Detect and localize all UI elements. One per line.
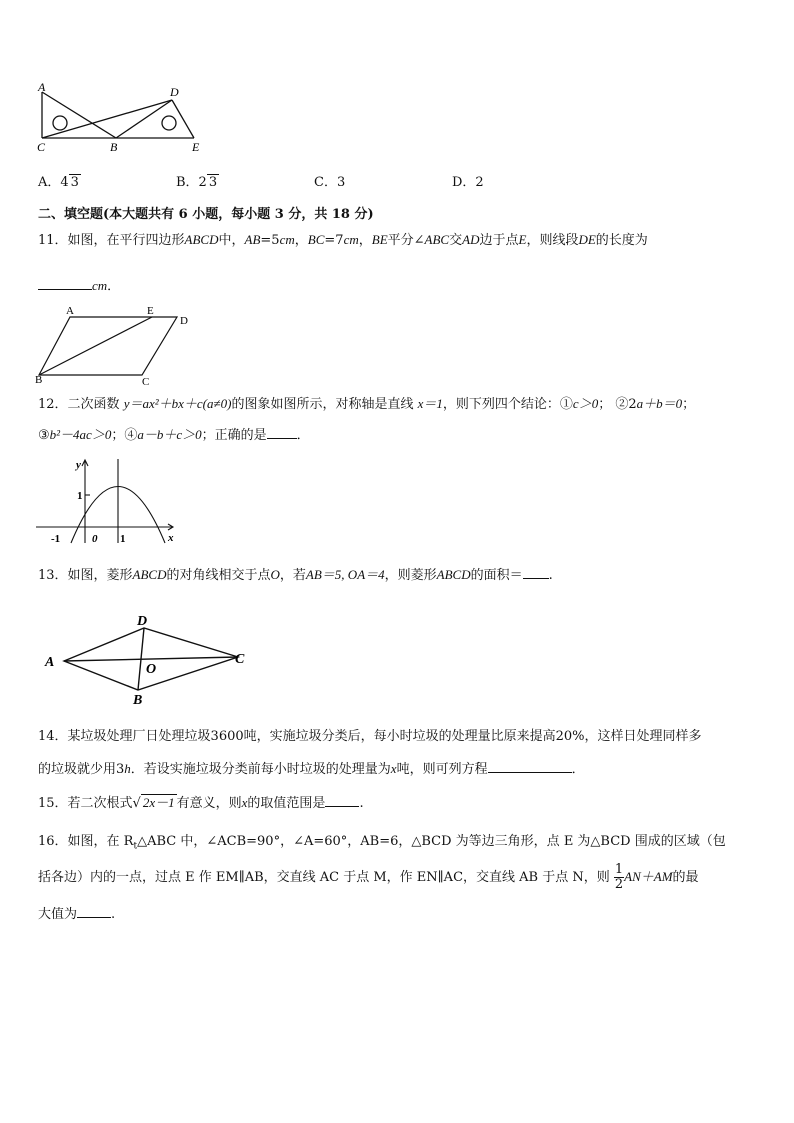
fig11-label-E: E	[147, 305, 154, 317]
answer-blank-15[interactable]	[325, 794, 359, 807]
figure-q11-parallelogram	[34, 303, 199, 388]
radicand-2x-1: 2x－1	[142, 795, 175, 810]
section-header-fill-in: 二、填空题(本大题共有 6 小题，每小题 3 分，共 18 分)	[38, 207, 374, 222]
question-12-line2: ③b²－4ac＞0；④a－b＋c＞0；正确的是 ．	[38, 427, 310, 443]
figure-q12-parabola-graph	[34, 455, 179, 545]
fraction-one-half: $\frac{1}{2}$	[614, 862, 624, 892]
answer-blank-12[interactable]	[267, 426, 297, 439]
answer-blank-13[interactable]	[523, 566, 549, 579]
choice-c: C．3	[314, 175, 346, 190]
fig11-label-B: B	[35, 374, 43, 386]
fig11-label-D: D	[180, 315, 188, 327]
fig10-label-D: D	[170, 85, 179, 99]
question-16-line3: 大值为 .	[38, 907, 116, 922]
fig11-label-C: C	[142, 376, 150, 388]
question-13: 13．如图，菱形ABCD的对角线相交于点O，若AB＝5, OA＝4，则菱形ABCD的面积＝ .	[38, 567, 553, 583]
fig13-label-O: O	[146, 662, 157, 677]
answer-blank-11[interactable]	[38, 277, 92, 290]
figure-q10	[34, 80, 209, 155]
question-16-line2: 括各边）内的一点，过点 E 作 EM∥AB，交直线 AC 于点 M，作 EN∥AC，交直线 AB 于点 N，则 $\frac{1}{2}$ AN＋AM的最	[38, 862, 699, 892]
sqrt-3-a: 3	[70, 175, 79, 190]
choice-d: D．2	[452, 175, 484, 190]
fig10-label-A: A	[38, 80, 46, 94]
figure-q13-rhombus	[42, 610, 257, 706]
fig10-label-E: E	[192, 140, 200, 154]
fig13-label-C: C	[235, 652, 245, 667]
graph-label-one-y: 1	[77, 490, 83, 502]
question-11-line1: 11．如图，在平行四边形ABCD中，AB=5cm，BC=7cm，BE平分∠ABC交AD边于点E，则线段DE的长度为	[38, 232, 648, 248]
answer-blank-14[interactable]	[488, 760, 572, 773]
question-12-line1: 12．二次函数 y＝ax²＋bx＋c(a≠0)的图象如图所示，对称轴是直线 x＝1，则下列四个结论：①c＞0； ②2a＋b＝0；	[38, 396, 696, 412]
choice-a: A．4 3	[38, 175, 79, 190]
fig13-label-B: B	[133, 693, 143, 706]
question-16-line1: 16．如图，在 $R_t\triangle ABC$ 中，∠ACB=90°，∠A=60°，AB=6，△BCD 为等边三角形，点 E 为△BCD 围成的区域（包	[38, 834, 726, 852]
choice-b: B．2 3	[176, 175, 218, 190]
graph-label-one-x: 1	[120, 533, 126, 545]
graph-label-y: y	[76, 459, 81, 471]
graph-label-x: x	[168, 532, 174, 544]
fig10-label-B: B	[110, 140, 118, 154]
sqrt-3-b: 3	[208, 175, 218, 190]
question-11-line2: cm．	[38, 277, 120, 296]
graph-label-zero: 0	[92, 533, 98, 545]
fig10-label-C: C	[37, 140, 46, 154]
question-15: 15．若二次根式√ 2x－1 有意义，则x的取值范围是 .	[38, 795, 364, 811]
answer-blank-16[interactable]	[77, 905, 111, 918]
fig11-label-A: A	[66, 305, 74, 317]
graph-label-neg1: -1	[51, 533, 61, 545]
sqrt-sign: √	[132, 796, 141, 811]
fig13-label-A: A	[45, 655, 55, 670]
question-14-line1: 14．某垃圾处理厂日处理垃圾3600吨，实施垃圾分类后，每小时垃圾的处理量比原来提高20%，这样日处理同样多	[38, 729, 702, 744]
fig13-label-D: D	[137, 614, 148, 629]
question-14-line2: 的垃圾就少用3h．若设实施垃圾分类前每小时垃圾的处理量为x吨，则可列方程 ．	[38, 761, 585, 777]
